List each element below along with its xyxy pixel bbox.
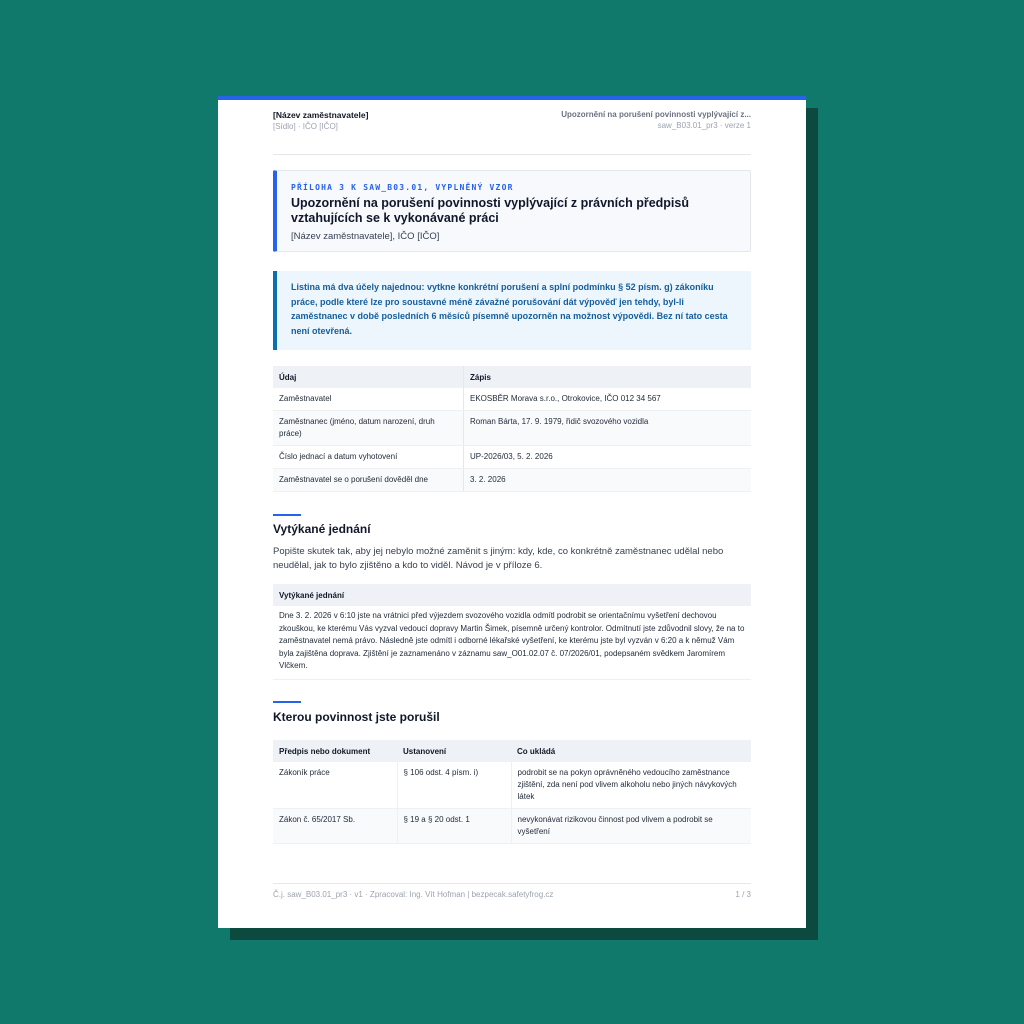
title-box — [273, 170, 751, 252]
column-header: Předpis nebo dokument — [273, 740, 397, 762]
employer-address: [Sídlo] · IČO [IČO] — [273, 122, 338, 131]
header-doc-meta: saw_B03.01_pr3 · verze 1 — [657, 121, 751, 130]
conduct-table — [273, 584, 751, 680]
table-row — [273, 411, 751, 446]
table-header-row — [273, 366, 751, 388]
page-footer — [273, 883, 751, 904]
table-cell: nevykonávat rizikovou činnost pod vlivem a podrobit se vyšetření — [511, 809, 751, 844]
purpose-callout: Listina má dva účely najednou: vytkne konkrétní porušení a splní podmínku § 52 písm. g) zákoníku práce, podle které lze pro soustavné méně závažné porušování dát výpověď jen tehdy, byl-li zaměstnanec v době posledních 6 měsíců písemně upozorněn na možnost výpovědi. Bez ní tato cesta není otevřená. — [273, 271, 751, 350]
table-row — [273, 762, 751, 809]
document-subtitle: [Název zaměstnavatele], IČO [IČO] — [291, 231, 440, 242]
table-header-row — [273, 740, 751, 762]
table-row — [273, 388, 751, 411]
table-cell: Zaměstnanec (jméno, datum narození, druh práce) — [273, 411, 464, 446]
table-cell: Číslo jednací a datum vyhotovení — [273, 446, 464, 469]
title-kicker: PŘÍLOHA 3 K SAW_B03.01, VYPLNĚNÝ VZOR — [291, 183, 514, 192]
section-rule — [273, 701, 301, 703]
info-table — [273, 366, 751, 492]
table-cell: EKOSBĚR Morava s.r.o., Otrokovice, IČO 012 34 567 — [464, 388, 752, 411]
document-title: Upozornění na porušení povinnosti vyplývající z právních předpisů vztahujících se k vykonávané práci — [291, 196, 689, 225]
column-header: Údaj — [273, 366, 464, 388]
page-number: 1 / 3 — [735, 890, 751, 899]
section-heading: Kterou povinnost jste porušil — [273, 710, 440, 724]
table-row — [273, 469, 751, 492]
table-header-row — [273, 584, 751, 606]
conduct-description: Dne 3. 2. 2026 v 6:10 jste na vrátnici před výjezdem svozového vozidla odmítl podrobit se orientačnímu vyšetření dechovou zkouškou, ke kterému Vás vyzval vedoucí dopravy Martin Šimek, písemně určený kontrolor. Odmítnutí jste zdůvodnil slovy, že na to zaměstnavatel nemá právo. Následně jste odmítl i odborné lékařské vyšetření, ke kterému jste byl vyzván v 6:20 a k němuž Vám byla zajištěna doprava. Zjištění je zaznamenáno v záznamu saw_O01.02.07 č. 07/2026/01, podepsaném svědkem Jaromírem Vlčkem. — [273, 606, 751, 679]
table-cell: § 19 a § 20 odst. 1 — [397, 809, 511, 844]
column-header: Co ukládá — [511, 740, 751, 762]
section-heading: Vytýkané jednání — [273, 522, 371, 536]
table-cell: UP-2026/03, 5. 2. 2026 — [464, 446, 752, 469]
table-row — [273, 809, 751, 844]
header-doc-title: Upozornění na porušení povinnosti vyplývající z... — [561, 110, 751, 119]
section-rule — [273, 514, 301, 516]
footer-reference: Č.j. saw_B03.01_pr3 · v1 · Zpracoval: Ing. Vít Hofman | bezpecak.safetyfrog.cz — [273, 890, 554, 899]
page-header — [273, 110, 751, 155]
table-cell: Zaměstnavatel se o porušení dověděl dne — [273, 469, 464, 492]
table-cell: Zaměstnavatel — [273, 388, 464, 411]
section-paragraph: Popište skutek tak, aby jej nebylo možné zaměnit s jiným: kdy, kde, co konkrétně zaměstnanec udělal nebo neudělal, jak to bylo zjištěno a kdo to viděl. Návod je v příloze 6. — [273, 546, 724, 571]
document-page — [218, 96, 806, 928]
table-cell: Zákoník práce — [273, 762, 397, 809]
table-cell: podrobit se na pokyn oprávněného vedoucího zaměstnance zjištění, zda není pod vlivem alkoholu nebo jiných návykových látek — [511, 762, 751, 809]
obligations-table — [273, 740, 751, 844]
table-row — [273, 446, 751, 469]
table-cell: Roman Bárta, 17. 9. 1979, řidič svozového vozidla — [464, 411, 752, 446]
employer-name: [Název zaměstnavatele] — [273, 110, 369, 120]
column-header: Ustanovení — [397, 740, 511, 762]
column-header: Vytýkané jednání — [273, 584, 751, 606]
table-cell: Zákon č. 65/2017 Sb. — [273, 809, 397, 844]
column-header: Zápis — [464, 366, 752, 388]
table-row — [273, 606, 751, 679]
table-cell: § 106 odst. 4 písm. i) — [397, 762, 511, 809]
table-cell: 3. 2. 2026 — [464, 469, 752, 492]
